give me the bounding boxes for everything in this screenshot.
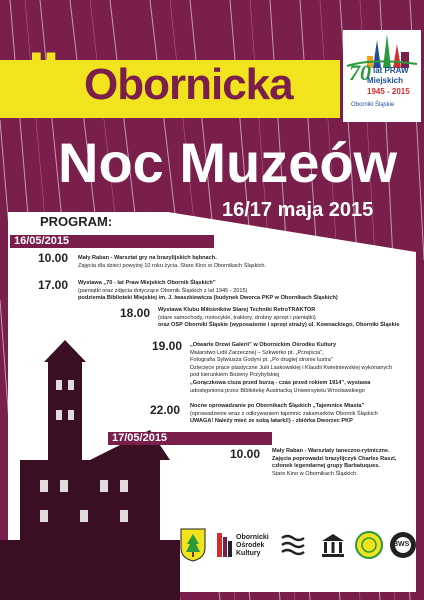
anniversary-town: Oborniki Śląskie <box>351 102 395 108</box>
event-description: Mały Raban - Warsztaty taneczno-rytmiczne. Zajęcia poprowadzi brazylijczyk Charles Raszl, członek legendarnej grupy Barbatuques. Stare Kino w Obornikach Śląskich. <box>272 448 397 477</box>
event-description: Wystawa „70 - lat Praw Miejskich Obornik Śląskich” (pamiątki oraz zdjęcia dotyczące Obornik Śląskich z lat 1945 - 2015) podziemia Biblioteki Miejskiej im. J. Iwaszkiewicza (budynek Dworca PKP w Obornikach Śląskich) <box>78 280 338 302</box>
waves-logo-icon <box>280 532 306 558</box>
program-heading: PROGRAM: <box>40 214 113 229</box>
event-description: Wystawa Klubu Miłośników Starej Techniki RetroTRAKTOR (stare samochody, motocykle, traktory, drobny sprzęt i pamiątki) oraz OSP Oborniki Śląskie (wyposażenie i sprzęt straży) ul. Kownackiego, Oborniki Śląskie <box>158 307 400 329</box>
anniversary-logo <box>343 30 421 122</box>
sponsor-logos <box>176 528 416 590</box>
title-line1: Obornicka <box>84 60 293 109</box>
ook-logo-icon <box>216 532 234 558</box>
anniversary-line1: lat PRAW <box>373 66 409 75</box>
day1-bar: 16/05/2015 <box>10 235 214 248</box>
edition-number: II <box>28 40 58 107</box>
anniversary-years: 1945 - 2015 <box>367 87 410 96</box>
event-description: „Otwarte Drzwi Galerii” w Obornickim Ośrodku Kultury Malarstwo Lidii Zarzecznej – Szkwerko pt. „Przejścia”, Fotografia Sylwiusza Godyni pt. „Po drugiej stronie lustra” Dziecięce prace plastyczne Julii Laskowskiej i Klaudii Kwietniewskiej wykonanych pod kierunkiem Bożeny Przybylskiej „Gorączkowa cisza przed burzą - czas przed rokiem 1914”, wystawa udostępniona przez Bibliotekę Austriacką Uniwersytetu Wrocławskiego <box>190 342 393 394</box>
event-description: Mały Raban - Warsztat gry na brazylijskich bębnach. Zajęcia dla dzieci powyżej 10 roku życia. Stare Kino w Obornikach Śląskich. <box>78 255 267 269</box>
coat-of-arms-icon <box>180 528 206 562</box>
event-description: Nocne oprowadzanie po Obornikach Śląskich „Tajemnice Miasta” (oprowadzenie wraz z odkrywaniem tajemnic zakamarków Obornik Śląskich UWAGA! Należy mieć ze sobą latarki!) - zbiórka Dworzec PKP <box>190 403 378 425</box>
gear-badge-label: BWS <box>393 541 410 548</box>
anniversary-number: 70 <box>349 60 371 85</box>
event-date: 16/17 maja 2015 <box>222 199 374 221</box>
retrotraktor-logo-icon <box>354 530 384 560</box>
museum-logo-icon <box>320 532 346 558</box>
castle-silhouette <box>0 339 183 600</box>
event-time: 17.00 <box>38 278 69 292</box>
event-time: 19.00 <box>152 339 183 353</box>
day2-bar: 17/05/2015 <box>108 432 272 445</box>
anniversary-line2: Miejskich <box>367 76 404 85</box>
ook-name: Obornicki Ośrodek Kultury <box>236 534 269 557</box>
event-time: 10.00 <box>38 251 69 265</box>
event-time: 18.00 <box>120 306 151 320</box>
event-time: 22.00 <box>150 403 181 417</box>
event-time: 10.00 <box>230 447 261 461</box>
title-line2: Noc Muzeów <box>58 131 398 194</box>
